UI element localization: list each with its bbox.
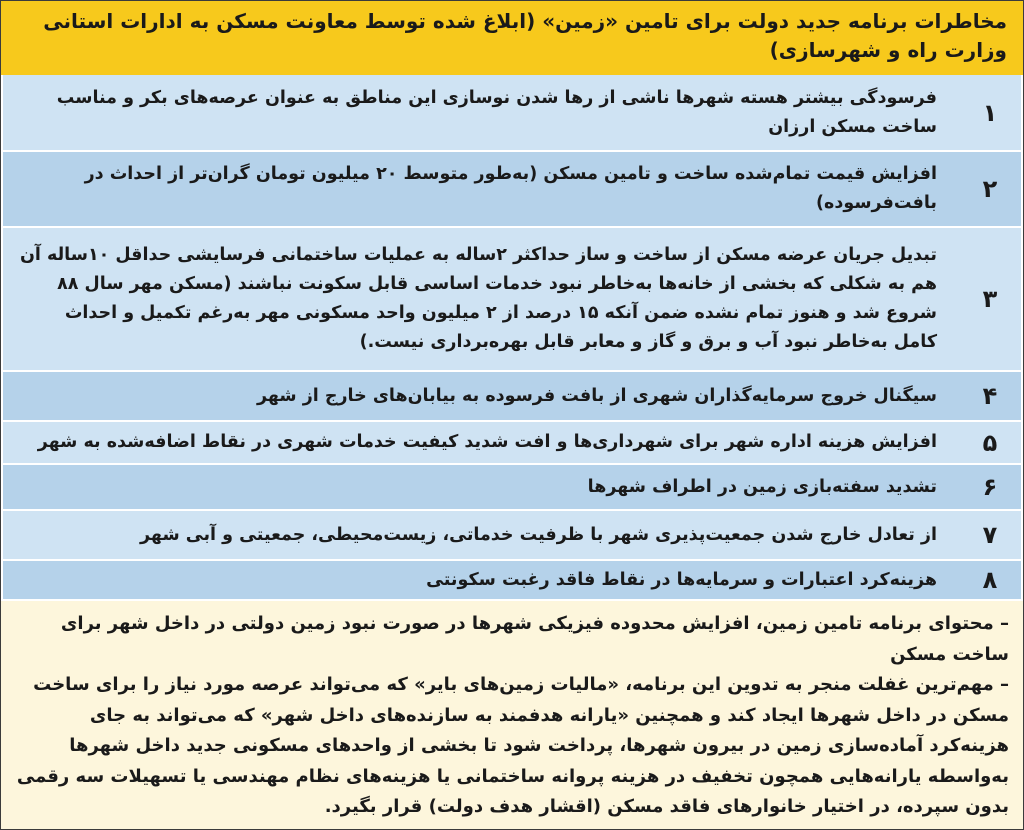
row-number: ۴ bbox=[959, 371, 1022, 421]
row-text: هزینه‌کرد اعتبارات و سرمایه‌ها در نقاط فاقد رغبت سکونتی bbox=[2, 560, 959, 600]
table-row bbox=[2, 227, 1022, 371]
row-text: تبدیل جریان عرضه مسکن از ساخت و ساز حداکثر ۲ساله به عملیات ساختمانی فرسایشی حداقل ۱۰ساله آن هم به شکلی که بخشی از خانه‌ها به‌خاطر نبود خدمات اساسی قابل سکونت نباشند (مسکن مهر سال ۸۸ شروع شد و هنوز تمام نشده ضمن آنکه ۱۵ درصد از ۲ میلیون واحد مسکونی مهر به‌رغم تکمیل و احداث کامل به‌خاطر نبود آب و برق و گاز و معابر قابل بهره‌برداری نیست.) bbox=[2, 227, 959, 371]
row-number: ۳ bbox=[959, 227, 1022, 371]
note-paragraph: – مهم‌ترین غفلت منجر به تدوین این برنامه، «مالیات زمین‌های بایر» که می‌تواند عرصه مورد نیاز را برای ساخت مسکن در داخل شهرها ایجاد کند و همچنین «یارانه هدفمند به سازنده‌های داخل شهر» که می‌تواند به جای هزینه‌کرد آماده‌سازی زمین در بیرون شهرها، پرداخت شود تا بخشی از واحدهای مسکونی جدید داخل شهرها به‌واسطه یارانه‌هایی همچون تخفیف در هزینه پروانه ساختمانی یا هزینه‌های نظام مهندسی یا تسهیلات سه رقمی بدون سپرده، در اختیار خانوارهای فاقد مسکن (اقشار هدف دولت) قرار بگیرد. bbox=[16, 674, 1009, 817]
row-number: ۶ bbox=[959, 464, 1022, 510]
table-row bbox=[2, 421, 1022, 464]
row-number: ۱ bbox=[959, 75, 1022, 151]
row-number: ۷ bbox=[959, 510, 1022, 560]
row-text: تشدید سفته‌بازی زمین در اطراف شهرها bbox=[2, 464, 959, 510]
row-text: افزایش قیمت تمام‌شده ساخت و تامین مسکن (به‌طور متوسط ۲۰ میلیون تومان گران‌تر از احداث در بافت‌فرسوده) bbox=[2, 151, 959, 227]
table-row bbox=[2, 560, 1022, 600]
row-number: ۸ bbox=[959, 560, 1022, 600]
table-row bbox=[2, 464, 1022, 510]
page-title: مخاطرات برنامه جدید دولت برای تامین «زمین» (ابلاغ شده توسط معاونت مسکن به ادارات استانی وزارت راه و شهرسازی) bbox=[1, 1, 1023, 75]
row-text: از تعادل خارج شدن جمعیت‌پذیری شهر با ظرفیت خدماتی، زیست‌محیطی، جمعیتی و آبی شهر bbox=[2, 510, 959, 560]
row-text: سیگنال خروج سرمایه‌گذاران شهری از بافت فرسوده به بیابان‌های خارج از شهر bbox=[2, 371, 959, 421]
table-row bbox=[2, 371, 1022, 421]
table-row bbox=[2, 75, 1022, 151]
note-paragraph: – محتوای برنامه تامین زمین، افزایش محدوده فیزیکی شهرها در صورت نبود زمین دولتی در داخل شهر برای ساخت مسکن bbox=[60, 613, 1009, 665]
row-number: ۲ bbox=[959, 151, 1022, 227]
row-text: فرسودگی بیشتر هسته شهرها ناشی از رها شدن نوسازی این مناطق به عنوان عرصه‌های بکر و مناسب ساخت مسکن ارزان bbox=[2, 75, 959, 151]
notes-section bbox=[1, 601, 1023, 823]
table-row bbox=[2, 510, 1022, 560]
row-number: ۵ bbox=[959, 421, 1022, 464]
risks-table bbox=[1, 75, 1023, 601]
table-row bbox=[2, 151, 1022, 227]
row-text: افزایش هزینه اداره شهر برای شهرداری‌ها و افت شدید کیفیت خدمات شهری در نقاط اضافه‌شده به شهر bbox=[2, 421, 959, 464]
